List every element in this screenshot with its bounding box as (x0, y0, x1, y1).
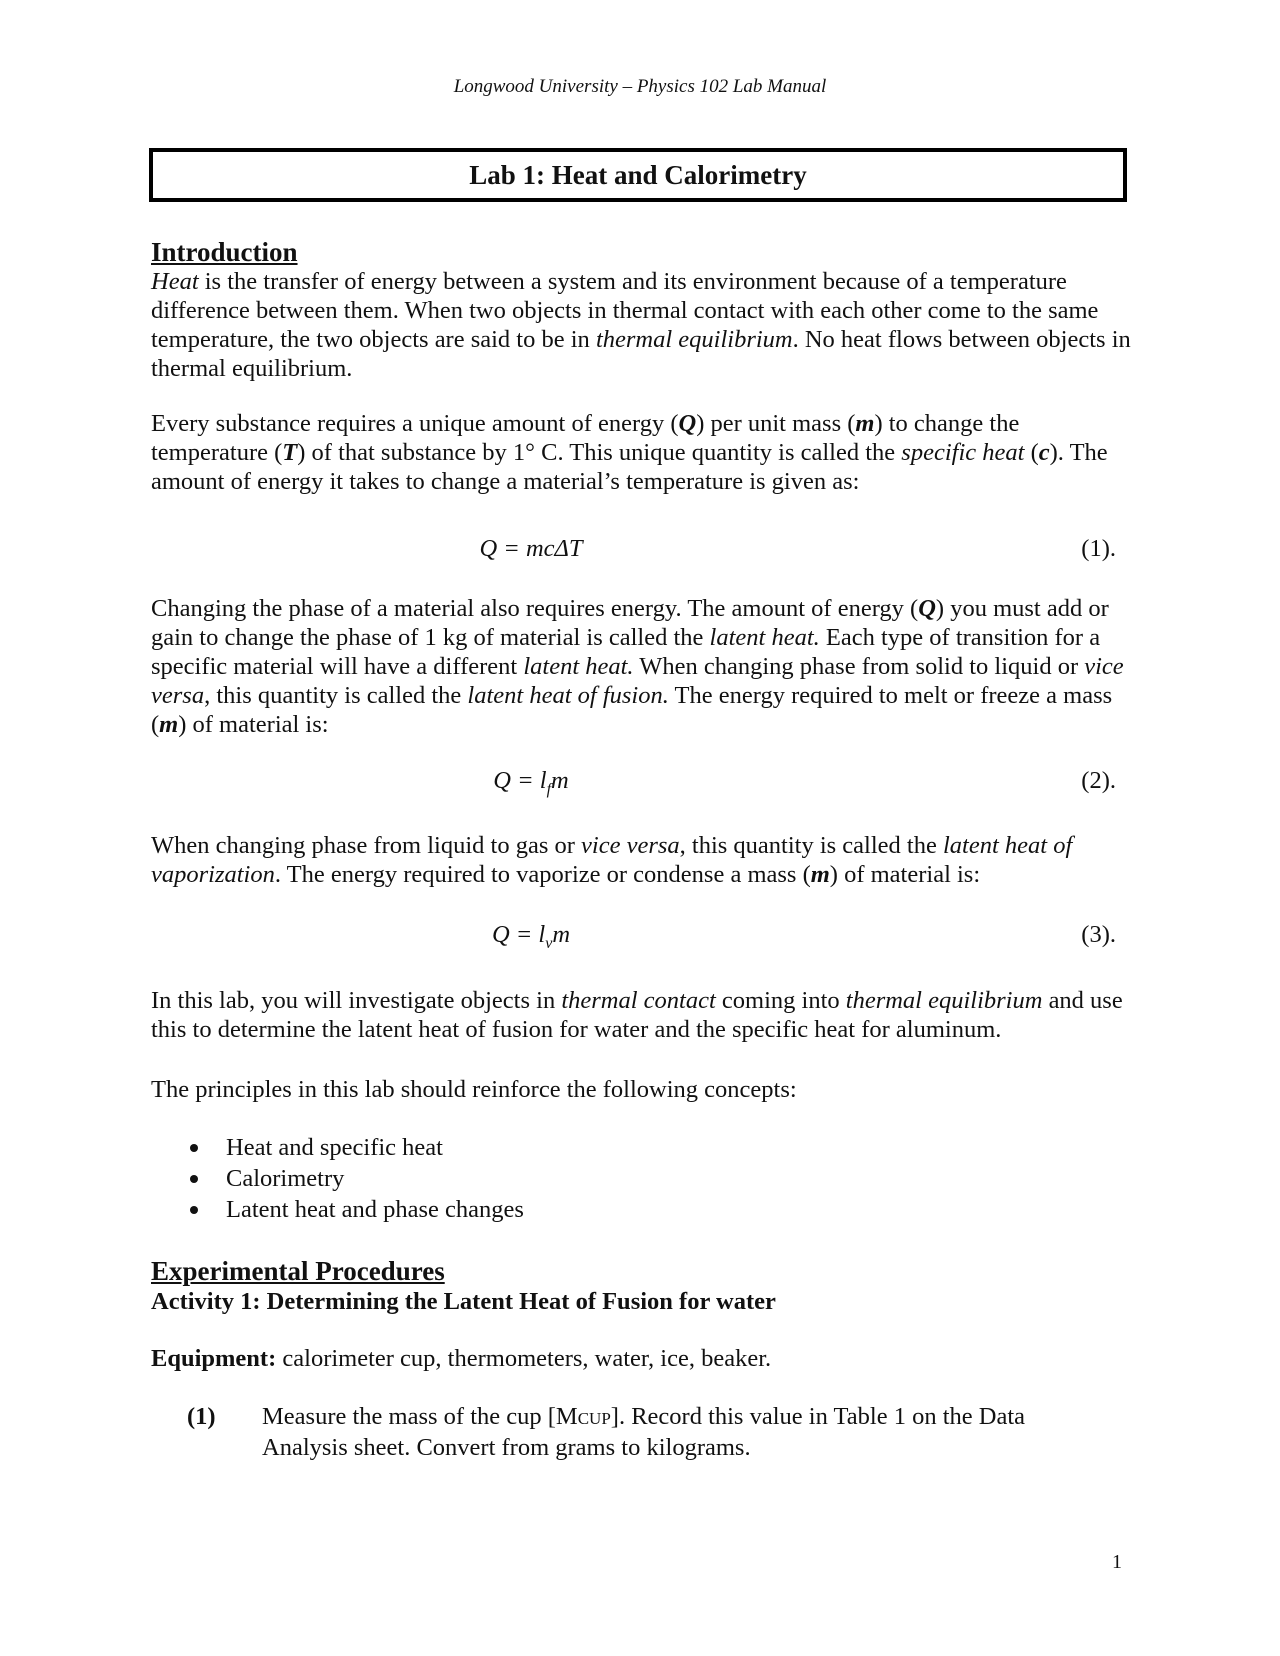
text-run: ) per unit mass ( (696, 410, 856, 437)
text-run: ) to change the temperature ( (151, 410, 1020, 466)
equipment-line (151, 1344, 771, 1373)
var-c: c (1038, 439, 1050, 466)
running-header: Longwood University – Physics 102 Lab Manual (453, 76, 827, 97)
experimental-procedures-heading: Experimental Procedures (151, 1256, 445, 1286)
equation-2-subscript: f (546, 781, 552, 798)
equation-2 (151, 766, 1126, 796)
text-run: The energy required to melt or freeze a mass ( (151, 682, 1113, 738)
text-run: When changing phase from solid to liquid or (633, 653, 1085, 680)
text-run: . No heat flows between objects in thermal equilibrium. (151, 326, 1131, 382)
text-run: , this quantity is called the (679, 832, 943, 859)
equation-3 (151, 920, 1126, 950)
equation-3-rhs: m (552, 921, 571, 948)
activity-1-heading: Activity 1: Determining the Latent Heat of Fusion for water (151, 1288, 776, 1315)
intro-paragraph-3 (151, 594, 1136, 739)
text-run: ) of material is: (178, 711, 329, 738)
term-latent-heat: latent heat. (523, 653, 634, 680)
equation-3-subscript: v (545, 935, 553, 952)
text-run: ) of material is: (829, 861, 981, 888)
term-specific-heat: specific heat (901, 439, 1025, 466)
equipment-list: calorimeter cup, thermometers, water, ice, beaker. (276, 1345, 772, 1372)
equation-3-formula (151, 920, 911, 952)
term-latent-heat-vaporization: latent heat of vaporization (151, 832, 1073, 888)
equation-2-formula (151, 766, 911, 798)
text-run: ). The amount of energy it takes to change a material’s temperature is given as: (151, 439, 1108, 495)
step-1-text (262, 1402, 1082, 1462)
term-heat: Heat (151, 268, 199, 295)
text-run: . The energy required to vaporize or condense a mass ( (274, 861, 811, 888)
text-run: Each type of transition for a specific material will have a different (151, 624, 1101, 680)
intro-paragraph-6: The principles in this lab should reinforce the following concepts: (151, 1076, 797, 1103)
text-run: ) you must add or gain to change the phase of 1 kg of material is called the (151, 595, 1109, 651)
introduction-heading: Introduction (151, 237, 298, 267)
equation-3-lhs: Q = l (491, 921, 546, 948)
text-run: , this quantity is called the (204, 682, 468, 709)
var-m: m (810, 861, 830, 888)
intro-paragraph-2 (151, 409, 1136, 496)
equation-2-number: (2). (1081, 767, 1116, 794)
equation-1 (151, 534, 1126, 564)
term-latent-heat-fusion: latent heat of fusion. (467, 682, 669, 709)
text-run: When changing phase from liquid to gas or (151, 832, 582, 859)
term-latent-heat: latent heat. (709, 624, 820, 651)
equation-1-formula: Q = mcΔT (479, 535, 583, 562)
text-run: coming into (715, 987, 846, 1014)
text-run: Measure the mass of the cup [M (262, 1403, 578, 1430)
term-thermal-equilibrium: thermal equilibrium (595, 326, 793, 353)
var-m: m (159, 711, 179, 738)
list-item: Latent heat and phase changes (186, 1195, 524, 1226)
term-thermal-equilibrium: thermal equilibrium (845, 987, 1043, 1014)
var-q: Q (678, 410, 697, 437)
intro-paragraph-1 (151, 267, 1136, 383)
list-item: Calorimetry (186, 1164, 524, 1195)
intro-paragraph-4 (151, 831, 1136, 889)
text-run: ( (1024, 439, 1039, 466)
step-1-number: (1) (187, 1403, 216, 1430)
intro-paragraph-5 (151, 986, 1136, 1044)
text-run: ]. Record this value in Table 1 on the Data Analysis sheet. Convert from grams to kilograms. (262, 1403, 1025, 1461)
equation-2-lhs: Q = l (493, 767, 547, 794)
text-run: In this lab, you will investigate objects in (151, 987, 562, 1014)
equation-2-rhs: m (551, 767, 569, 794)
page-number: 1 (1112, 1551, 1122, 1573)
concept-list (186, 1133, 524, 1226)
text-run: ) of that substance by 1° C. This unique quantity is called the (297, 439, 902, 466)
text-run: and use this to determine the latent heat of fusion for water and the specific heat for aluminum. (151, 987, 1123, 1043)
text-run: is the transfer of energy between a system and its environment because of a temperature difference between them. When two objects in thermal contact with each other come to the same temperature, the two objects are said to be in (151, 268, 1099, 353)
lab-title: Lab 1: Heat and Calorimetry (469, 159, 807, 190)
term-thermal-contact: thermal contact (561, 987, 716, 1014)
term-vice-versa: vice versa (581, 832, 680, 859)
equation-3-number: (3). (1081, 921, 1116, 948)
term-vice-versa: vice versa (151, 653, 1124, 709)
cup-subscript: CUP (577, 1409, 611, 1428)
lab-title-box (149, 148, 1127, 202)
equation-1-number: (1). (1081, 535, 1116, 562)
text-run: Changing the phase of a material also requires energy. The amount of energy ( (151, 595, 919, 622)
text-run: Every substance requires a unique amount of energy ( (151, 410, 679, 437)
list-item: Heat and specific heat (186, 1133, 524, 1164)
var-m: m (855, 410, 875, 437)
var-q: Q (918, 595, 936, 622)
equipment-label: Equipment: (151, 1345, 277, 1372)
var-t: T (282, 439, 298, 466)
